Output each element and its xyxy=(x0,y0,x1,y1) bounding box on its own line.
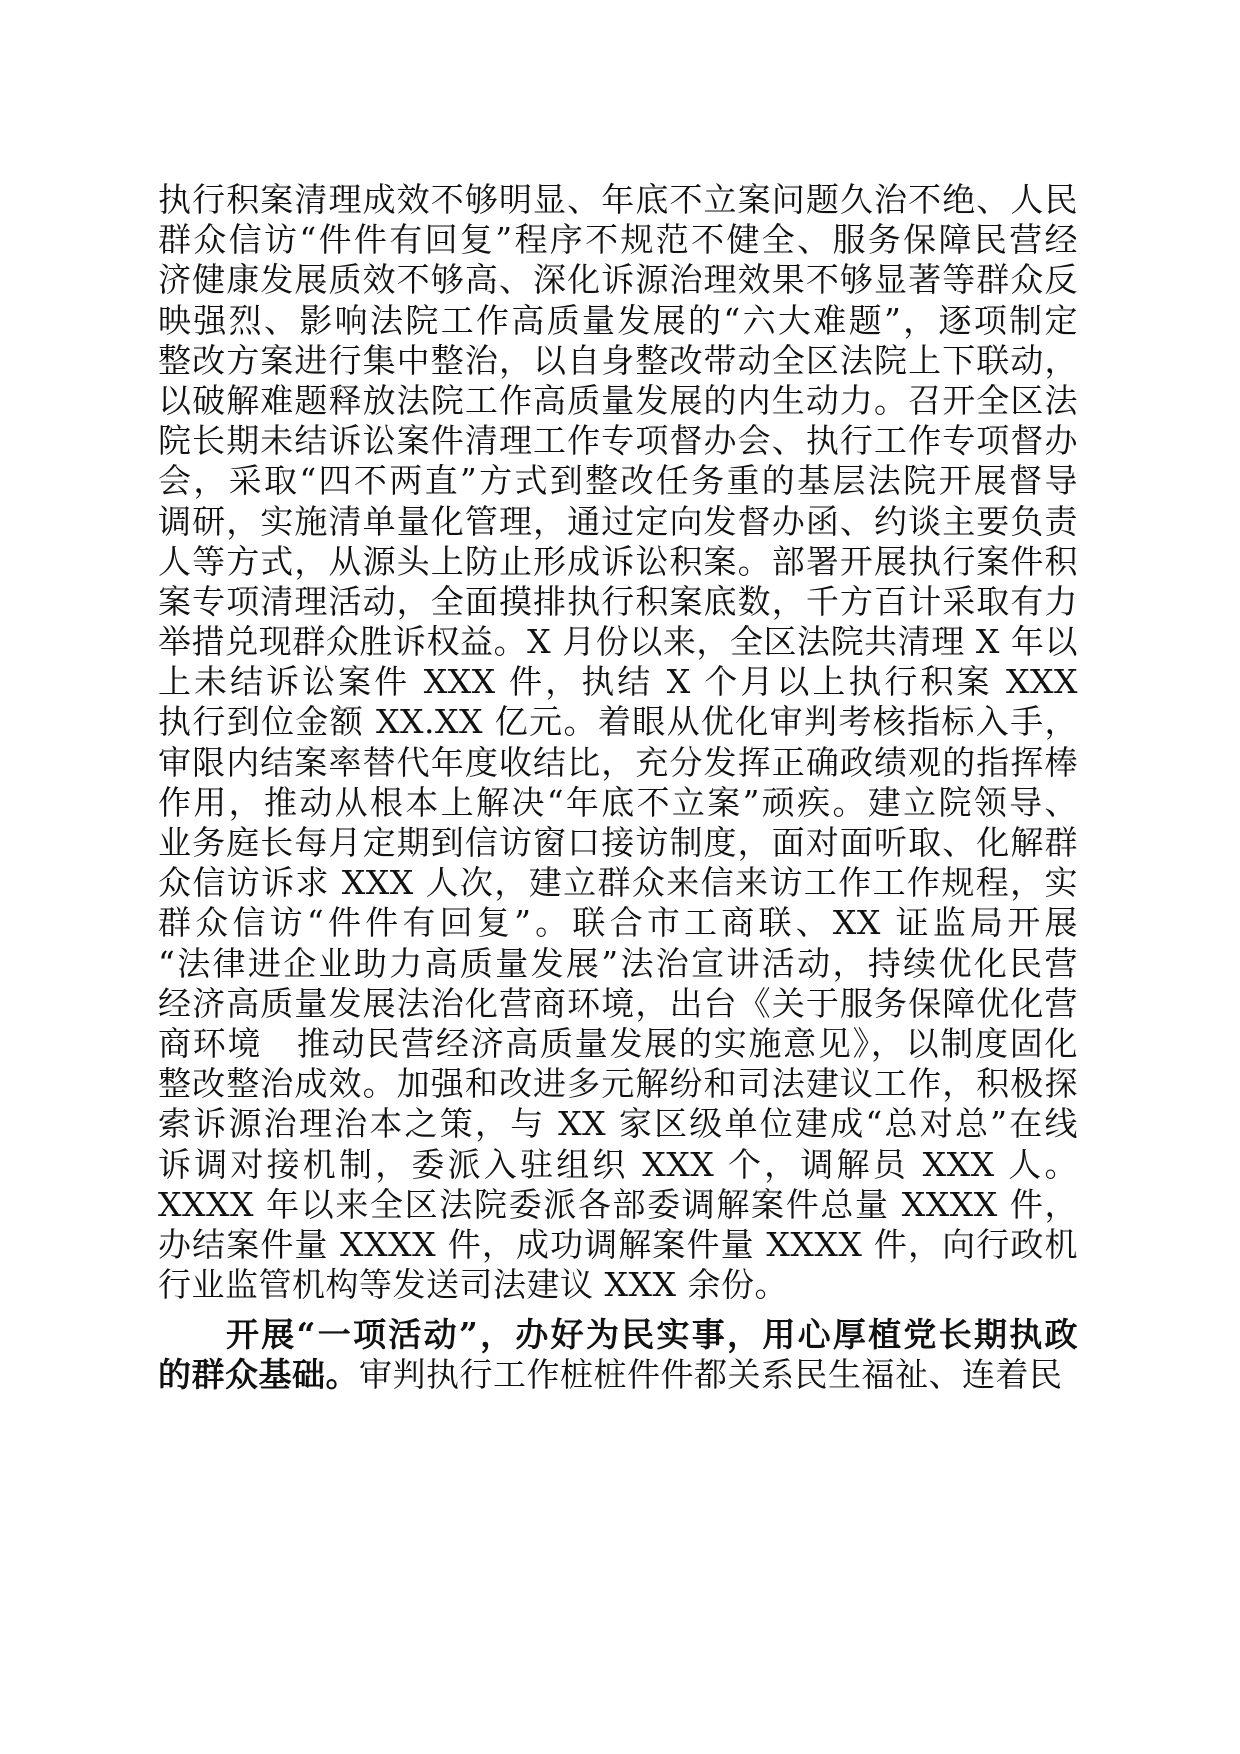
paragraph-line: “法律进企业助力高质量发展”法治宣讲活动，持续优化民营 xyxy=(158,943,1078,983)
section-heading-line: 开展“一项活动”，办好为民实事，用心厚植党长期执政 xyxy=(226,1315,1078,1355)
paragraph-line: 举措兑现群众胜诉权益。X 月份以来，全区法院共清理 X 年以 xyxy=(158,622,1078,662)
paragraph-line: 执行积案清理成效不够明显、年底不立案问题久治不绝、人民 xyxy=(158,180,1078,219)
paragraph-line: 济健康发展质效不够高、深化诉源治理效果不够显著等群众反 xyxy=(158,260,1078,300)
paragraph-line: 调研，实施清单量化管理，通过定向发督办函、约谈主要负责 xyxy=(158,501,1078,541)
paragraph-line: 整改整治成效。加强和改进多元解纷和司法建议工作，积极探 xyxy=(158,1064,1078,1104)
paragraph-line: 院长期未结诉讼案件清理工作专项督办会、执行工作专项督办 xyxy=(158,421,1078,461)
paragraph-line: 群众信访“件件有回复”。联合市工商联、XX 证监局开展 xyxy=(158,903,1078,943)
paragraph-line: 执行到位金额 XX.XX 亿元。着眼从优化审判考核指标入手， xyxy=(158,702,1078,742)
section-heading-end: 的群众基础。 xyxy=(158,1355,359,1395)
paragraph-line: 审判执行工作桩桩件件都关系民生福祉、连着民 xyxy=(359,1355,1063,1395)
paragraph-2 xyxy=(158,1315,1078,1395)
paragraph-line: 作用，推动从根本上解决“年底不立案”顽疾。建立院领导、 xyxy=(158,782,1078,822)
paragraph-line: 案专项清理活动，全面摸排执行积案底数，千方百计采取有力 xyxy=(158,581,1078,621)
paragraph-line: 业务庭长每月定期到信访窗口接访制度，面对面听取、化解群 xyxy=(158,823,1078,862)
paragraph-line: 审限内结案率替代年度收结比，充分发挥正确政绩观的指挥棒 xyxy=(158,742,1078,782)
paragraph-line: 人等方式，从源头上防止形成诉讼积案。部署开展执行案件积 xyxy=(158,541,1078,581)
paragraph-line: 映强烈、影响法院工作高质量发展的“六大难题”，逐项制定 xyxy=(158,300,1078,340)
paragraph-1 xyxy=(158,180,1078,1305)
paragraph-line: 商环境 推动民营经济高质量发展的实施意见》，以制度固化 xyxy=(158,1023,1078,1063)
paragraph-line: 以破解难题释放法院工作高质量发展的内生动力。召开全区法 xyxy=(158,380,1078,420)
paragraph-line: XXXX 年以来全区法院委派各部委调解案件总量 XXXX 件， xyxy=(158,1184,1078,1224)
paragraph-line: 诉调对接机制，委派入驻组织 XXX 个，调解员 XXX 人。 xyxy=(158,1144,1078,1184)
paragraph-line: 索诉源治理治本之策，与 XX 家区级单位建成“总对总”在线 xyxy=(158,1104,1078,1144)
paragraph-line: 众信访诉求 XXX 人次，建立群众来信来访工作工作规程，实 xyxy=(158,863,1078,903)
paragraph-line: 经济高质量发展法治化营商环境，出台《关于服务保障优化营 xyxy=(158,983,1078,1023)
paragraph-line: 群众信访“件件有回复”程序不规范不健全、服务保障民营经 xyxy=(158,220,1078,260)
paragraph-line: 行业监管机构等发送司法建议 XXX 余份。 xyxy=(158,1265,788,1305)
paragraph-line: 办结案件量 XXXX 件，成功调解案件量 XXXX 件，向行政机 xyxy=(158,1224,1078,1264)
paragraph-line: 整改方案进行集中整治，以自身整改带动全区法院上下联动， xyxy=(158,340,1078,380)
body-text xyxy=(158,180,1078,1396)
paragraph-line: 会，采取“四不两直”方式到整改任务重的基层法院开展督导 xyxy=(158,461,1078,501)
section-heading-continuation xyxy=(158,1355,1078,1395)
paragraph-line: 上未结诉讼案件 XXX 件，执结 X 个月以上执行积案 XXX xyxy=(158,662,1078,702)
